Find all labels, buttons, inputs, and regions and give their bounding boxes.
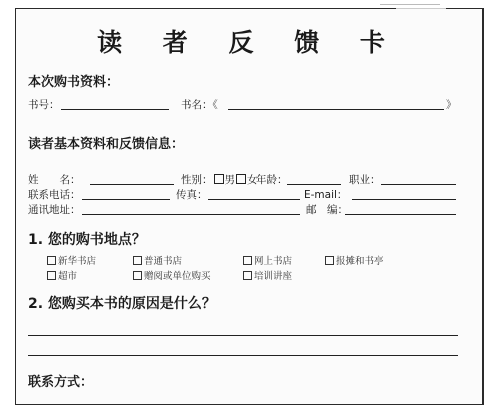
- female-checkbox[interactable]: [236, 174, 246, 184]
- name-label: 姓 名：: [28, 174, 81, 186]
- fax-label: 传真：: [176, 189, 208, 201]
- option-supermarket[interactable]: 超市: [47, 268, 77, 282]
- phone-field[interactable]: [82, 199, 170, 200]
- card-title: 读 者 反 馈 卡: [97, 28, 401, 57]
- gender-label: 性别：: [181, 174, 213, 186]
- q2-answer-line-1[interactable]: [28, 335, 458, 336]
- phone-label: 联系电话：: [28, 189, 81, 201]
- zip-field[interactable]: [345, 214, 456, 215]
- name-field[interactable]: [90, 184, 174, 185]
- book-name-label: 书名：《: [181, 99, 218, 111]
- book-name-close: 》: [446, 99, 457, 111]
- option-training[interactable]: 培训讲座: [243, 268, 292, 282]
- feedback-card: [15, 8, 484, 405]
- book-name-field[interactable]: [228, 109, 444, 110]
- job-label: 职业：: [349, 174, 381, 186]
- job-field[interactable]: [381, 184, 456, 185]
- address-label: 通讯地址：: [28, 204, 81, 216]
- purchase-heading: 本次购书资料：: [28, 75, 120, 90]
- option-online-store[interactable]: 网上书店: [243, 253, 292, 267]
- book-no-label: 书号：: [28, 99, 60, 111]
- q2-answer-line-2[interactable]: [28, 355, 458, 356]
- age-field[interactable]: [287, 184, 341, 185]
- option-newsstand[interactable]: 报摊和书亭: [325, 253, 384, 267]
- zip-label: 邮 编：: [306, 204, 348, 216]
- female-label: 女: [247, 174, 258, 186]
- checkbox[interactable]: [47, 271, 56, 280]
- question-1: 1. 您的购书地点？: [28, 232, 146, 248]
- option-ordinary-store[interactable]: 普通书店: [133, 253, 182, 267]
- email-label: E-mail：: [304, 189, 348, 201]
- checkbox[interactable]: [243, 271, 252, 280]
- checkbox[interactable]: [325, 256, 334, 265]
- male-label: 男: [224, 174, 235, 186]
- checkbox[interactable]: [133, 256, 142, 265]
- contact-heading: 联系方式：: [28, 375, 94, 390]
- reader-info-heading: 读者基本资料和反馈信息：: [28, 137, 185, 152]
- question-2: 2. 您购买本书的原因是什么？: [28, 296, 216, 312]
- email-field[interactable]: [352, 199, 456, 200]
- checkbox[interactable]: [243, 256, 252, 265]
- fax-field[interactable]: [208, 199, 300, 200]
- male-checkbox[interactable]: [214, 174, 224, 184]
- option-gift-or-unit[interactable]: 赠阅或单位购买: [133, 268, 211, 282]
- checkbox[interactable]: [133, 271, 142, 280]
- address-field[interactable]: [82, 214, 300, 215]
- age-label: 年龄：: [256, 174, 288, 186]
- scan-mark: [380, 4, 440, 5]
- checkbox[interactable]: [47, 256, 56, 265]
- gender-group: [181, 172, 258, 187]
- option-xinhua[interactable]: 新华书店: [47, 253, 96, 267]
- book-no-field[interactable]: [61, 109, 169, 110]
- scan-mark: [396, 8, 446, 9]
